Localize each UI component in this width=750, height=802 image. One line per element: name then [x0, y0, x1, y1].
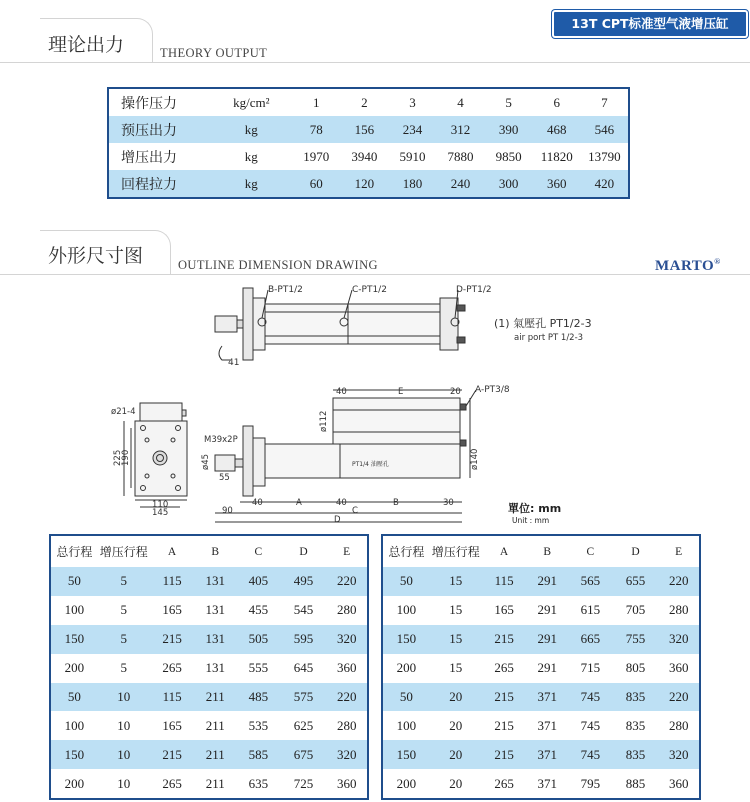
- dim-header-cell: A: [499, 545, 509, 558]
- theory-cell: 312: [437, 116, 485, 143]
- theory-row: [108, 143, 629, 170]
- dim-cell: 115: [482, 567, 527, 596]
- dim-cell: 150: [50, 625, 98, 654]
- theory-row-label: 增压出力: [121, 149, 177, 166]
- theory-cell: 468: [533, 116, 581, 143]
- unit-label-cn: 單位: mm: [508, 502, 562, 515]
- dim-cell: 280: [668, 602, 689, 618]
- dim-cell: 675: [281, 740, 327, 769]
- dim-cell: 15: [430, 567, 482, 596]
- dim-cell: 645: [293, 660, 314, 676]
- dim-cell: 131: [205, 602, 225, 618]
- dim-header-cell: B: [211, 545, 220, 558]
- dim-cell: 505: [236, 625, 281, 654]
- dim-b-label: B: [393, 498, 399, 508]
- top-view: [215, 285, 492, 368]
- theory-cell: 4: [457, 94, 464, 110]
- theory-row-label: 预压出力: [108, 116, 210, 143]
- dim-cell: 291: [537, 602, 557, 618]
- dim-cell: 615: [580, 602, 601, 618]
- dim-cell: 215: [150, 740, 195, 769]
- dim-row: [50, 567, 368, 596]
- dim-cell: 485: [236, 683, 281, 712]
- dim-row: [50, 596, 368, 625]
- dim-header-cell: 增压行程: [99, 545, 148, 559]
- brand-registered-mark: ®: [714, 257, 721, 266]
- dim-row: [50, 711, 368, 740]
- dim-cell: 131: [194, 567, 236, 596]
- dim-cell: 495: [281, 567, 327, 596]
- dim-header-cell: C: [586, 545, 595, 558]
- dim-cell: 455: [248, 602, 269, 618]
- dim-cell: 215: [482, 740, 527, 769]
- dim-cell: 50: [50, 567, 98, 596]
- theory-cell: 360: [533, 170, 581, 198]
- dim-cell: 131: [205, 660, 225, 676]
- dim-cell: 715: [580, 660, 601, 676]
- dim-cell: 20: [430, 683, 482, 712]
- brand-name: MARTO: [655, 258, 715, 274]
- dim-cell: 371: [537, 717, 557, 733]
- dim-cell: 200: [64, 660, 85, 676]
- theory-cell: 5910: [399, 148, 426, 164]
- dim-cell: 220: [658, 683, 700, 712]
- dim-40b-label: 40: [252, 498, 263, 508]
- dim-cell: 725: [293, 775, 314, 791]
- dim-cell: 200: [396, 660, 417, 676]
- dim-cell: 115: [150, 567, 195, 596]
- dim-cell: 220: [326, 683, 368, 712]
- dim-header-cell: B: [543, 545, 552, 558]
- theory-cell: 390: [485, 116, 533, 143]
- dim-cell: 360: [668, 660, 689, 676]
- dim-cell: 265: [494, 660, 514, 676]
- dim-cell: 20: [430, 740, 482, 769]
- dim-cell: 360: [668, 775, 689, 791]
- theory-cell: 420: [581, 170, 629, 198]
- dim-cell: 131: [194, 625, 236, 654]
- oil-port-label: PT1/4 油壓孔: [352, 461, 389, 468]
- brand-logo: [655, 257, 721, 275]
- dim-110-label: 110: [152, 500, 169, 510]
- product-banner: 13T CPT标准型气液增压缸: [552, 10, 748, 38]
- dim-cell: 360: [336, 660, 357, 676]
- dim-cell: 215: [482, 683, 527, 712]
- outline-header-curve: [40, 230, 171, 275]
- dim-cell: 215: [494, 717, 514, 733]
- dimension-table-right: [381, 534, 701, 800]
- dim-row: [382, 711, 700, 740]
- theory-header-curve: [40, 18, 153, 63]
- dim-cell: 165: [494, 602, 514, 618]
- dim-cell: 220: [326, 567, 368, 596]
- dim-row: [382, 625, 700, 654]
- dim-header-cell: E: [343, 545, 351, 558]
- dim-225-label: 225: [113, 449, 123, 466]
- theory-cell: 9850: [495, 148, 522, 164]
- dim-cell: 360: [336, 775, 357, 791]
- theory-row-unit: kg: [244, 148, 258, 164]
- dim-e-label: E: [398, 387, 404, 397]
- dim-cell: 115: [150, 683, 195, 712]
- outline-subtitle: OUTLINE DIMENSION DRAWING: [178, 258, 378, 272]
- dim-cell: 745: [568, 740, 613, 769]
- dim-30-label: 30: [443, 498, 454, 508]
- dim-45-label: ø45: [201, 453, 211, 470]
- dim-21-4-label: ø21-4: [111, 407, 136, 417]
- dim-40c-label: 40: [336, 498, 347, 508]
- theory-cell: 156: [340, 116, 388, 143]
- dim-row: [50, 683, 368, 712]
- theory-cell: 5: [505, 94, 512, 110]
- dim-header-cell: 总行程: [56, 545, 93, 559]
- c-port-label: C-PT1/2: [352, 285, 387, 295]
- dim-header-cell: 增压行程: [431, 545, 480, 559]
- dim-cell: 280: [336, 602, 357, 618]
- dim-header-cell: D: [299, 545, 308, 558]
- dim-cell: 665: [568, 625, 613, 654]
- dim-cell: 835: [625, 717, 646, 733]
- dim-cell: 755: [613, 625, 659, 654]
- theory-cell: 1970: [303, 148, 330, 164]
- theory-row: [108, 116, 629, 143]
- dim-cell: 211: [194, 683, 236, 712]
- dim-cell: 50: [50, 683, 98, 712]
- dim-cell: 211: [205, 717, 225, 733]
- air-port-label-en: air port PT 1/2-3: [514, 333, 584, 343]
- theory-header-line: [0, 62, 750, 63]
- dim-cell: 805: [625, 660, 646, 676]
- dim-cell: 320: [326, 740, 368, 769]
- theory-cell: 3: [409, 94, 416, 110]
- dim-20-label: 20: [450, 387, 461, 397]
- theory-row-label: 回程拉力: [108, 170, 210, 198]
- dim-cell: 545: [293, 602, 314, 618]
- dim-cell: 20: [449, 717, 463, 733]
- dimension-table-left: [49, 534, 369, 800]
- dim-row: [50, 625, 368, 654]
- dim-55-label: 55: [219, 473, 230, 483]
- dim-cell: 371: [526, 740, 568, 769]
- dim-cell: 555: [248, 660, 269, 676]
- dim-41-label: 41: [228, 358, 240, 368]
- dim-cell: 265: [162, 775, 182, 791]
- theory-cell: 1: [313, 94, 320, 110]
- dim-cell: 215: [150, 625, 195, 654]
- theory-cell: 6: [553, 94, 560, 110]
- dim-90-label: 90: [222, 506, 233, 516]
- dim-row: [382, 596, 700, 625]
- dim-c-label: C: [352, 506, 358, 516]
- dim-cell: 595: [281, 625, 327, 654]
- dim-cell: 5: [120, 660, 128, 676]
- dim-cell: 211: [194, 740, 236, 769]
- outline-title: 外形尺寸图: [48, 245, 144, 267]
- dim-cell: 265: [494, 775, 514, 791]
- dim-cell: 150: [50, 740, 98, 769]
- dim-cell: 165: [162, 717, 182, 733]
- theory-cell: 60: [292, 170, 340, 198]
- theory-title: 理论出力: [48, 34, 125, 56]
- dim-cell: 625: [293, 717, 314, 733]
- dim-cell: 10: [117, 775, 131, 791]
- dim-cell: 211: [205, 775, 225, 791]
- dim-header-row: [50, 535, 368, 567]
- dim-cell: 10: [98, 683, 150, 712]
- theory-cell: 234: [388, 116, 436, 143]
- dim-cell: 5: [120, 602, 128, 618]
- outline-drawing: [0, 278, 750, 528]
- outline-header-line: [0, 274, 750, 275]
- d-port-label: D-PT1/2: [456, 285, 492, 295]
- dim-cell: 10: [98, 740, 150, 769]
- dim-row: [50, 654, 368, 683]
- dim-cell: 635: [248, 775, 269, 791]
- dim-a-label: A: [296, 498, 302, 508]
- dim-cell: 280: [668, 717, 689, 733]
- dim-cell: 320: [326, 625, 368, 654]
- dim-cell: 200: [64, 775, 85, 791]
- dim-cell: 291: [526, 567, 568, 596]
- air-port-label-cn: (1) 氣壓孔 PT1/2-3: [494, 317, 592, 330]
- dim-row: [50, 769, 368, 799]
- dim-row: [382, 654, 700, 683]
- dim-cell: 150: [382, 740, 430, 769]
- dim-cell: 371: [537, 775, 557, 791]
- theory-row-unit: kg/cm²: [233, 94, 270, 110]
- theory-row: [108, 170, 629, 198]
- dim-cell: 280: [336, 717, 357, 733]
- dim-cell: 371: [526, 683, 568, 712]
- dim-cell: 100: [64, 602, 85, 618]
- dim-cell: 15: [430, 625, 482, 654]
- dim-cell: 405: [236, 567, 281, 596]
- dim-header-cell: C: [254, 545, 263, 558]
- dim-cell: 291: [526, 625, 568, 654]
- dim-cell: 745: [580, 717, 601, 733]
- theory-cell: 78: [292, 116, 340, 143]
- dim-row: [382, 740, 700, 769]
- dim-cell: 291: [537, 660, 557, 676]
- theory-cell: 13790: [588, 148, 621, 164]
- dim-cell: 200: [396, 775, 417, 791]
- theory-cell: 7: [601, 94, 608, 110]
- dim-cell: 5: [98, 567, 150, 596]
- dim-cell: 15: [449, 660, 463, 676]
- dim-145-label: 145: [152, 508, 169, 518]
- dim-cell: 165: [162, 602, 182, 618]
- dim-cell: 835: [613, 740, 659, 769]
- theory-cell: 180: [388, 170, 436, 198]
- dim-140-label: ø140: [470, 448, 480, 470]
- dim-cell: 265: [162, 660, 182, 676]
- b-port-label: B-PT1/2: [268, 285, 303, 295]
- dim-112-label: ø112: [319, 410, 329, 432]
- dim-row: [382, 769, 700, 799]
- theory-row-unit: kg: [210, 170, 292, 198]
- dim-cell: 100: [64, 717, 85, 733]
- theory-table: [107, 87, 630, 199]
- unit-label-en: Unit : mm: [512, 516, 550, 525]
- dim-m39-label: M39x2P: [204, 435, 238, 445]
- dim-header-cell: E: [675, 545, 683, 558]
- dim-header-cell: D: [631, 545, 640, 558]
- theory-cell: 11820: [540, 148, 573, 164]
- theory-cell: 120: [340, 170, 388, 198]
- dim-cell: 20: [449, 775, 463, 791]
- dim-cell: 15: [449, 602, 463, 618]
- dim-cell: 150: [382, 625, 430, 654]
- dim-cell: 535: [248, 717, 269, 733]
- dim-190-label: 190: [121, 449, 131, 466]
- side-view: [201, 385, 510, 525]
- dim-d-label: D: [334, 515, 341, 525]
- dim-cell: 5: [98, 625, 150, 654]
- dim-cell: 100: [396, 717, 417, 733]
- dim-cell: 320: [658, 625, 700, 654]
- dim-header-cell: A: [167, 545, 177, 558]
- dim-cell: 795: [580, 775, 601, 791]
- dim-cell: 10: [117, 717, 131, 733]
- dim-cell: 100: [396, 602, 417, 618]
- a-port-label: A-PT3/8: [475, 385, 510, 395]
- dim-cell: 585: [236, 740, 281, 769]
- dim-cell: 50: [382, 683, 430, 712]
- dim-cell: 320: [658, 740, 700, 769]
- theory-cell: 3940: [351, 148, 378, 164]
- theory-row: [108, 88, 629, 116]
- dim-cell: 575: [281, 683, 327, 712]
- theory-cell: 300: [485, 170, 533, 198]
- dim-40a-label: 40: [336, 387, 347, 397]
- dim-cell: 705: [625, 602, 646, 618]
- end-view: [111, 403, 187, 518]
- dim-row: [382, 683, 700, 712]
- theory-cell: 546: [581, 116, 629, 143]
- theory-row-unit: kg: [210, 116, 292, 143]
- dim-header-row: [382, 535, 700, 567]
- dim-cell: 655: [613, 567, 659, 596]
- dim-cell: 215: [482, 625, 527, 654]
- dim-row: [382, 567, 700, 596]
- theory-row-label: 操作压力: [121, 95, 177, 112]
- dim-row: [50, 740, 368, 769]
- dim-cell: 885: [625, 775, 646, 791]
- theory-cell: 7880: [447, 148, 474, 164]
- dim-cell: 50: [382, 567, 430, 596]
- theory-cell: 2: [361, 94, 368, 110]
- dim-cell: 565: [568, 567, 613, 596]
- theory-cell: 240: [437, 170, 485, 198]
- dim-cell: 745: [568, 683, 613, 712]
- dim-cell: 835: [613, 683, 659, 712]
- dim-header-cell: 总行程: [388, 545, 425, 559]
- theory-subtitle: THEORY OUTPUT: [160, 46, 268, 60]
- dim-cell: 220: [658, 567, 700, 596]
